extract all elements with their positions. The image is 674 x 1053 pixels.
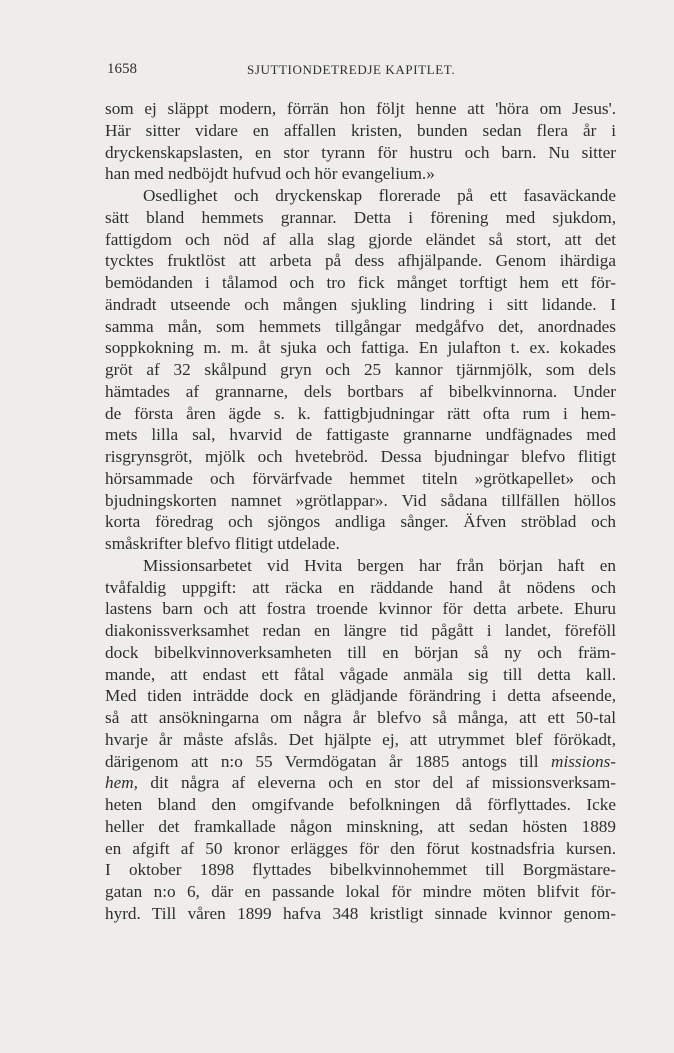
text-line-content: [105, 251, 616, 270]
text-line: [105, 272, 616, 294]
text-line-content: [105, 99, 616, 118]
text-line: [105, 642, 616, 664]
text-line: [105, 142, 616, 164]
text-line: [105, 838, 616, 860]
text-segment: hyrd. Till våren 1899 hafva 348 kristligt sinnade kvinnor genom-: [105, 903, 616, 923]
text-line: [105, 772, 616, 794]
text-line: [105, 816, 616, 838]
text-line-content: [105, 534, 340, 553]
page-number: 1658: [107, 61, 137, 77]
text-line: [105, 903, 616, 925]
text-line: [105, 794, 616, 816]
text-line-content: [143, 556, 616, 575]
text-line: [105, 381, 616, 403]
text-line: [105, 424, 616, 446]
text-line: [105, 664, 616, 686]
text-segment: de första åren ägde s. k. fattigbjudningar rätt ofta rum i hem-: [105, 403, 616, 423]
body-text: [105, 98, 616, 925]
text-segment: samma mån, som hemmets tillgångar medgåfvo det, anordnades: [105, 316, 616, 336]
text-segment: småskrifter blefvo flitigt utdelade.: [105, 534, 340, 553]
text-line-content: [105, 773, 616, 792]
text-line: [105, 294, 616, 316]
text-line: [105, 250, 616, 272]
text-line: [105, 207, 616, 229]
text-segment: soppkokning m. m. åt sjuka och fattiga. En julafton t. ex. kokades: [105, 338, 616, 358]
text-line: [105, 98, 616, 120]
text-segment: sätt bland hemmets grannar. Detta i förening med sjukdom,: [105, 207, 616, 227]
text-line: [105, 316, 616, 338]
text-line-content: [105, 404, 616, 423]
text-segment: därigenom att n:o 55 Vermdögatan år 1885 antogs till: [105, 751, 552, 771]
text-segment: mets lilla sal, hvarvid de fattigaste grannarne undfägnades med: [105, 425, 616, 445]
text-line-content: [105, 643, 616, 662]
text-segment: I oktober 1898 flyttades bibelkvinnohemmet till Borgmästare-: [105, 860, 616, 880]
text-line-content: [105, 491, 616, 510]
text-line-content: [105, 317, 616, 336]
text-segment: bjudningskorten namnet »grötlappar». Vid sådana tillfällen höllos: [105, 490, 616, 510]
text-line-content: [105, 447, 616, 466]
text-line: [105, 163, 616, 185]
text-line: [105, 751, 616, 773]
text-segment: han med nedböjdt hufvud och hör evangelium.»: [105, 164, 435, 184]
text-segment: dryckenskapslasten, en stor tyrann för hustru och barn. Nu sitter: [105, 142, 616, 162]
text-segment: lastens barn och att fostra troende kvinnor för detta arbete. Ehuru: [105, 599, 616, 619]
italic-text: hem,: [105, 773, 138, 793]
text-line-content: [105, 295, 616, 314]
text-line-content: [105, 904, 616, 923]
text-segment: dock bibelkvinnoverksamheten till en början så ny och främ-: [105, 642, 616, 662]
text-line: [105, 859, 616, 881]
text-line: [105, 446, 616, 468]
text-segment: fattigdom och nöd af alla slag gjorde eländet så stort, att det: [105, 229, 616, 249]
text-segment: en afgift af 50 kronor erlägges för den förut kostnadsfria kursen.: [105, 838, 616, 858]
text-line-content: [105, 273, 616, 292]
text-segment: korta föredrag och sjöngos andliga sånger. Äfven ströblad och: [105, 512, 616, 532]
text-line: [105, 555, 616, 577]
text-line: [105, 229, 616, 251]
text-line-content: [105, 338, 616, 357]
running-title: SJUTTIONDETREDJE KAPITLET.: [247, 62, 456, 77]
text-segment: dit några af eleverna och en stor del af missionsverksam-: [137, 773, 616, 793]
text-line-content: [105, 708, 616, 727]
text-line: [105, 577, 616, 599]
text-segment: heten bland den omgifvande befolkningen då förflyttades. Icke: [105, 795, 616, 814]
text-segment: Här sitter vidare en affallen kristen, bunden sedan flera år i: [105, 120, 616, 140]
text-segment: ändradt utseende och mången sjukling lindring i sitt lidande. I: [105, 294, 616, 314]
text-segment: hvarje år måste afslås. Det hjälpte ej, att utrymmet blef förökadt,: [105, 729, 616, 749]
text-segment: gatan n:o 6, där en passande lokal för mindre möten blifvit för-: [105, 882, 616, 901]
text-segment: heller det framkallade någon minskning, att sedan hösten 1889: [105, 816, 616, 836]
text-segment: hörsammade och förvärfvade hemmet titeln »grötkapellet» och: [105, 468, 616, 488]
text-line-content: [105, 230, 616, 249]
text-line-content: [105, 425, 616, 444]
text-line: [105, 620, 616, 642]
text-segment: så att ansökningarna om några år blefvo så många, att ett 50-tal: [105, 708, 616, 727]
text-segment: tycktes fruktlöst att arbeta på dess afhjälpande. Genom ihärdiga: [105, 251, 616, 271]
text-line: [105, 468, 616, 490]
text-line-content: [105, 121, 616, 140]
text-line-content: [105, 578, 616, 597]
text-segment: gröt af 32 skålpund gryn och 25 kannor tjärnmjölk, som dels: [105, 360, 616, 379]
text-line: [105, 490, 616, 512]
running-header: [107, 61, 615, 83]
text-line: [105, 707, 616, 729]
text-line-content: [105, 360, 616, 379]
text-line: [105, 533, 616, 555]
text-line: [105, 120, 616, 142]
text-line: [105, 598, 616, 620]
text-line: [105, 359, 616, 381]
text-line-content: [105, 512, 616, 531]
text-line-content: [105, 621, 616, 640]
text-segment: Osedlighet och dryckenskap florerade på ett fasaväckande: [143, 186, 616, 205]
text-segment: tvåfaldig uppgift: att räcka en räddande hand åt nödens och: [105, 577, 616, 597]
italic-text: missions-: [551, 751, 616, 771]
text-segment: Med tiden inträdde dock en glädjande förändring i detta afseende,: [105, 686, 616, 706]
text-segment: Missionsarbetet vid Hvita bergen har från början haft en: [143, 555, 616, 575]
text-line-content: [105, 665, 616, 684]
text-line: [105, 403, 616, 425]
text-line-content: [143, 186, 616, 205]
text-line: [105, 685, 616, 707]
text-segment: som ej släppt modern, förrän hon följt henne att 'höra om Jesus'.: [105, 99, 616, 118]
text-line-content: [105, 382, 616, 401]
text-line: [105, 185, 616, 207]
text-line: [105, 881, 616, 903]
text-line-content: [105, 686, 616, 705]
text-segment: mande, att endast ett fåtal vågade anmäla sig till detta kall.: [105, 664, 616, 684]
text-line-content: [105, 208, 616, 227]
text-line-content: [105, 730, 616, 749]
text-line: [105, 729, 616, 751]
text-segment: risgrynsgröt, mjölk och hvetebröd. Dessa bjudningar blefvo flitigt: [105, 447, 616, 466]
text-line-content: [105, 882, 616, 901]
text-line-content: [105, 752, 616, 771]
text-segment: bemödanden i tålamod och tro fick månget torftigt hem ett för-: [105, 273, 616, 292]
text-line-content: [105, 164, 435, 183]
text-line-content: [105, 469, 616, 488]
text-line-content: [105, 860, 616, 879]
text-line: [105, 511, 616, 533]
text-line: [105, 337, 616, 359]
text-segment: diakonissverksamhet redan en längre tid pågått i landet, föreföll: [105, 621, 616, 640]
text-line-content: [105, 817, 616, 836]
text-line-content: [105, 839, 616, 858]
text-line-content: [105, 599, 616, 618]
text-line-content: [105, 795, 616, 814]
text-segment: hämtades af grannarne, dels bortbars af bibelkvinnorna. Under: [105, 381, 616, 401]
text-line-content: [105, 143, 616, 162]
